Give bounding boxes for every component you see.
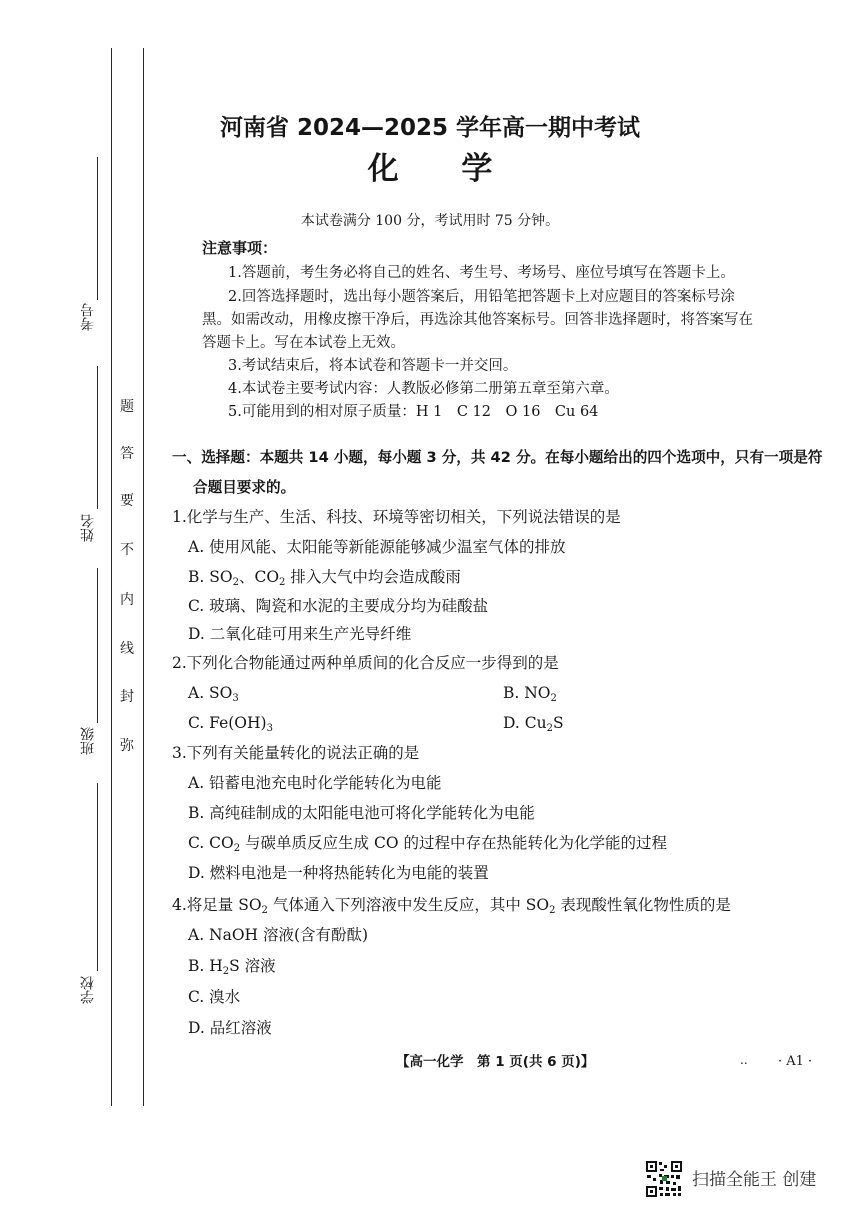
scanner-watermark: 扫描全能王 创建 [692, 1170, 817, 1190]
q4-option-d: D. 品红溶液 [188, 1019, 272, 1037]
paper-code: · A1 · [778, 1054, 813, 1069]
name-label: 姓名 [80, 514, 96, 542]
footer-dots: .. [740, 1053, 748, 1067]
q2-option-b: B. $NO_2$ [503, 684, 557, 704]
page-footer: 【高一化学 第 1 页(共 6 页)】 [396, 1054, 595, 1070]
school-label: 学校 [80, 976, 96, 1004]
margin-line-inner [143, 48, 144, 1106]
q3-option-b: B. 高纯硅制成的太阳能电池可将化学能转化为电能 [188, 804, 535, 822]
note-line: 答题卡上。写在本试卷上无效。 [202, 335, 405, 351]
question-3-stem: 3.下列有关能量转化的说法正确的是 [172, 744, 420, 762]
seal-char: 题 [120, 399, 134, 415]
q4-option-a: A. NaOH 溶液(含有酚酞) [188, 926, 369, 944]
note-line: 1.答题前，考生务必将自己的姓名、考生号、考场号、座位号填写在答题卡上。 [228, 265, 735, 281]
q3-option-a: A. 铅蓄电池充电时化学能转化为电能 [188, 774, 442, 792]
q2-option-c: C. $Fe(OH)_3$ [188, 714, 273, 734]
margin-line-outer [111, 48, 112, 1106]
qr-code-icon [645, 1160, 683, 1198]
exam-number-label: 考号 [80, 303, 96, 331]
note-line: 5.可能用到的相对原子质量：H 1 C 12 O 16 Cu 64 [228, 404, 599, 420]
q1-option-a: A. 使用风能、太阳能等新能源能够减少温室气体的排放 [188, 538, 566, 556]
note-line: 黑。如需改动，用橡皮擦干净后，再选涂其他答案标号。回答非选择题时，将答案写在 [202, 312, 753, 328]
class-label: 班级 [80, 727, 96, 755]
seal-char: 答 [120, 446, 134, 462]
q1-option-d: D. 二氧化硅可用来生产光导纤维 [188, 625, 412, 643]
subject-title: 化 学 [367, 151, 519, 187]
exam-info: 本试卷满分 100 分，考试用时 75 分钟。 [300, 213, 560, 229]
note-line: 4.本试卷主要考试内容：人教版必修第二册第五章至第六章。 [228, 381, 619, 397]
seal-char: 线 [120, 641, 134, 657]
q3-option-d: D. 燃料电池是一种将热能转化为电能的装置 [188, 864, 489, 882]
q4-option-b: B. $H_2S$ 溶液 [188, 957, 276, 977]
seal-char: 封 [120, 689, 134, 705]
exam-title: 河南省 2024—2025 学年高一期中考试 [219, 115, 641, 141]
notes-heading: 注意事项： [202, 239, 278, 257]
q3-option-c: C. $CO_2$ 与碳单质反应生成 CO 的过程中存在热能转化为化学能的过程 [188, 834, 667, 854]
seal-char: 内 [120, 592, 134, 608]
section-heading: 一、选择题：本题共 14 小题，每小题 3 分，共 42 分。在每小题给出的四个选项中，只有一项是符 [172, 449, 823, 466]
name-underline[interactable] [97, 366, 98, 509]
note-line: 3.考试结束后，将本试卷和答题卡一并交回。 [228, 358, 518, 374]
q2-option-a: A. $SO_3$ [188, 684, 239, 704]
q1-option-b: B. $SO_2$、$CO_2$ 排入大气中均会造成酸雨 [188, 568, 461, 588]
q4-option-c: C. 溴水 [188, 988, 241, 1006]
note-line: 2.回答选择题时，选出每小题答案后，用铅笔把答题卡上对应题目的答案标号涂 [228, 289, 735, 305]
seal-char: 弥 [120, 738, 134, 754]
seal-char: 要 [120, 493, 134, 509]
question-2-stem: 2.下列化合物能通过两种单质间的化合反应一步得到的是 [172, 654, 559, 672]
class-underline[interactable] [97, 568, 98, 723]
seal-char: 不 [120, 542, 134, 558]
school-underline[interactable] [97, 783, 98, 971]
q2-option-d: D. $Cu_2S$ [503, 714, 564, 734]
question-1-stem: 1.化学与生产、生活、科技、环境等密切相关，下列说法错误的是 [172, 508, 621, 526]
q1-option-c: C. 玻璃、陶瓷和水泥的主要成分均为硅酸盐 [188, 597, 489, 615]
section-heading-cont: 合题目要求的。 [193, 479, 296, 496]
question-4-stem: 4.将足量 $SO_2$ 气体通入下列溶液中发生反应，其中 $SO_2$ 表现酸性氧化物性质的是 [172, 896, 731, 916]
